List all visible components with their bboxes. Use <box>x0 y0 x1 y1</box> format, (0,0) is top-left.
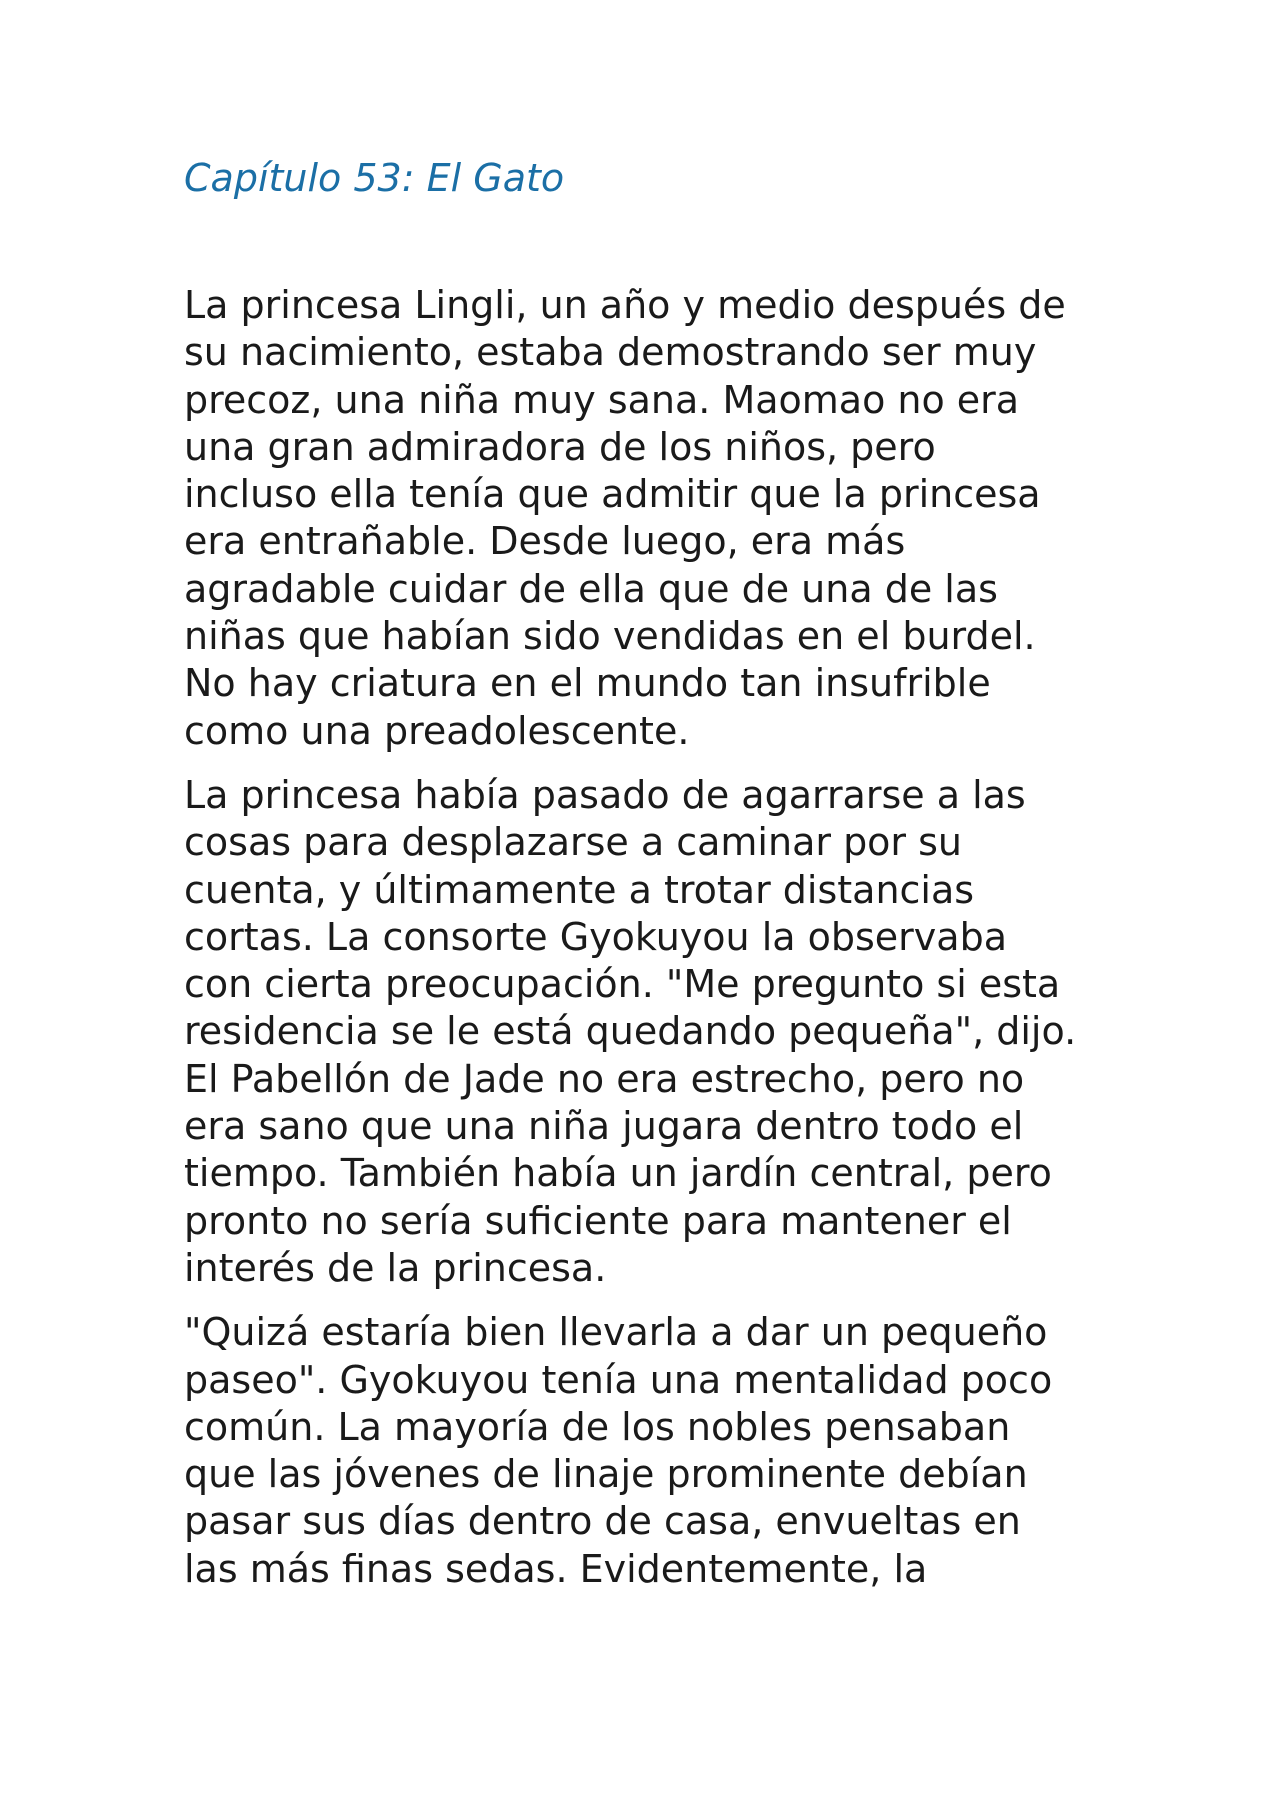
text-line: con cierta preocupación. "Me pregunto si esta <box>184 962 1061 1007</box>
text-line: No hay criatura en el mundo tan insufrible <box>184 661 991 706</box>
text-line: las más finas sedas. Evidentemente, la <box>184 1546 928 1591</box>
text-line: El Pabellón de Jade no era estrecho, pero no <box>184 1056 1025 1101</box>
paragraph-3 <box>184 1309 1144 1593</box>
text-line: su nacimiento, estaba demostrando ser muy <box>184 330 1037 375</box>
text-line: interés de la princesa. <box>184 1245 607 1290</box>
text-line: La princesa había pasado de agarrarse a las <box>184 772 1026 817</box>
text-line: "Quizá estaría bien llevarla a dar un pequeño <box>184 1310 1048 1355</box>
text-line: una gran admiradora de los niños, pero <box>184 424 936 469</box>
text-line: pronto no sería suficiente para mantener el <box>184 1198 1012 1243</box>
paragraph-2 <box>184 772 1144 1292</box>
text-line: común. La mayoría de los nobles pensaban <box>184 1404 1011 1449</box>
text-line: agradable cuidar de ella que de una de las <box>184 566 998 611</box>
text-line: que las jóvenes de linaje prominente debían <box>184 1452 1028 1497</box>
chapter-title: Capítulo 53: El Gato <box>184 156 565 200</box>
paragraph-1 <box>184 282 1144 755</box>
text-line: La princesa Lingli, un año y medio después de <box>184 283 1066 327</box>
text-line: niñas que habían sido vendidas en el burdel. <box>184 614 1036 659</box>
text-line: cortas. La consorte Gyokuyou la observaba <box>184 914 1007 959</box>
text-line: residencia se le está quedando pequeña", dijo. <box>184 1009 1077 1054</box>
text-line: pasar sus días dentro de casa, envueltas en <box>184 1499 1021 1544</box>
text-line: cuenta, y últimamente a trotar distancias <box>184 867 975 912</box>
text-line: precoz, una niña muy sana. Maomao no era <box>184 377 1020 422</box>
text-line: tiempo. También había un jardín central, pero <box>184 1151 1052 1196</box>
chapter-body <box>184 282 1144 1593</box>
text-line: incluso ella tenía que admitir que la princesa <box>184 472 1041 517</box>
text-line: era sano que una niña jugara dentro todo el <box>184 1104 1024 1149</box>
text-line: paseo". Gyokuyou tenía una mentalidad poco <box>184 1357 1053 1402</box>
text-line: cosas para desplazarse a caminar por su <box>184 820 963 865</box>
text-line: como una preadolescente. <box>184 708 690 753</box>
text-line: era entrañable. Desde luego, era más <box>184 519 906 564</box>
